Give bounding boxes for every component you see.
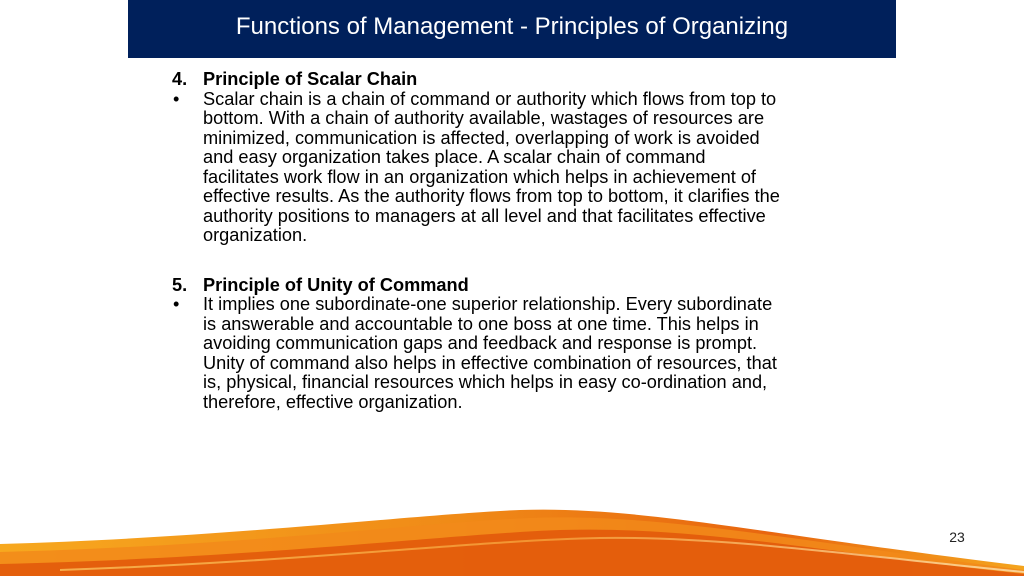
section-heading [172, 276, 862, 296]
paragraph-line: effective results. As the authority flows from top to bottom, it clarifies the [203, 186, 780, 206]
section-number: 4. [172, 69, 188, 89]
section-heading [172, 70, 862, 90]
slide-content [172, 70, 862, 412]
bullet-paragraph [172, 90, 862, 246]
section-heading-text: Principle of Unity of Command [203, 274, 469, 295]
paragraph-line: Unity of command also helps in effective combination of resources, that [203, 352, 777, 373]
paragraph-line: therefore, effective organization. [203, 391, 463, 412]
bullet-paragraph [172, 295, 862, 412]
paragraph-line: is answerable and accountable to one boss at one time. This helps in [203, 313, 759, 334]
bullet-icon: • [173, 88, 180, 109]
paragraph-line: It implies one subordinate-one superior relationship. Every subordinate [203, 294, 773, 314]
paragraph-line: authority positions to managers at all level and that facilitates effective [203, 205, 766, 226]
title-bar [128, 0, 896, 58]
section-number: 5. [172, 274, 188, 295]
bullet-icon: • [173, 294, 180, 314]
section-heading-text: Principle of Scalar Chain [203, 69, 418, 89]
section-unity-of-command [172, 276, 862, 413]
footer-swoosh-decoration [0, 500, 1024, 576]
paragraph-line: minimized, communication is affected, overlapping of work is avoided [203, 127, 760, 148]
paragraph-line: avoiding communication gaps and feedback and response is prompt. [203, 333, 758, 353]
paragraph-line: Scalar chain is a chain of command or authority which flows from top to [203, 88, 777, 109]
slide-title: Functions of Management - Principles of Organizing [235, 13, 789, 40]
section-scalar-chain [172, 70, 862, 246]
paragraph-line: is, physical, financial resources which helps in easy co-ordination and, [203, 372, 768, 392]
paragraph-line: facilitates work flow in an organization which helps in achievement of [203, 166, 756, 187]
paragraph-line: and easy organization takes place. A scalar chain of command [203, 147, 706, 167]
paragraph-line: bottom. With a chain of authority available, wastages of resources are [203, 108, 765, 128]
page-number: 23 [949, 529, 965, 545]
paragraph-line: organization. [203, 225, 308, 245]
